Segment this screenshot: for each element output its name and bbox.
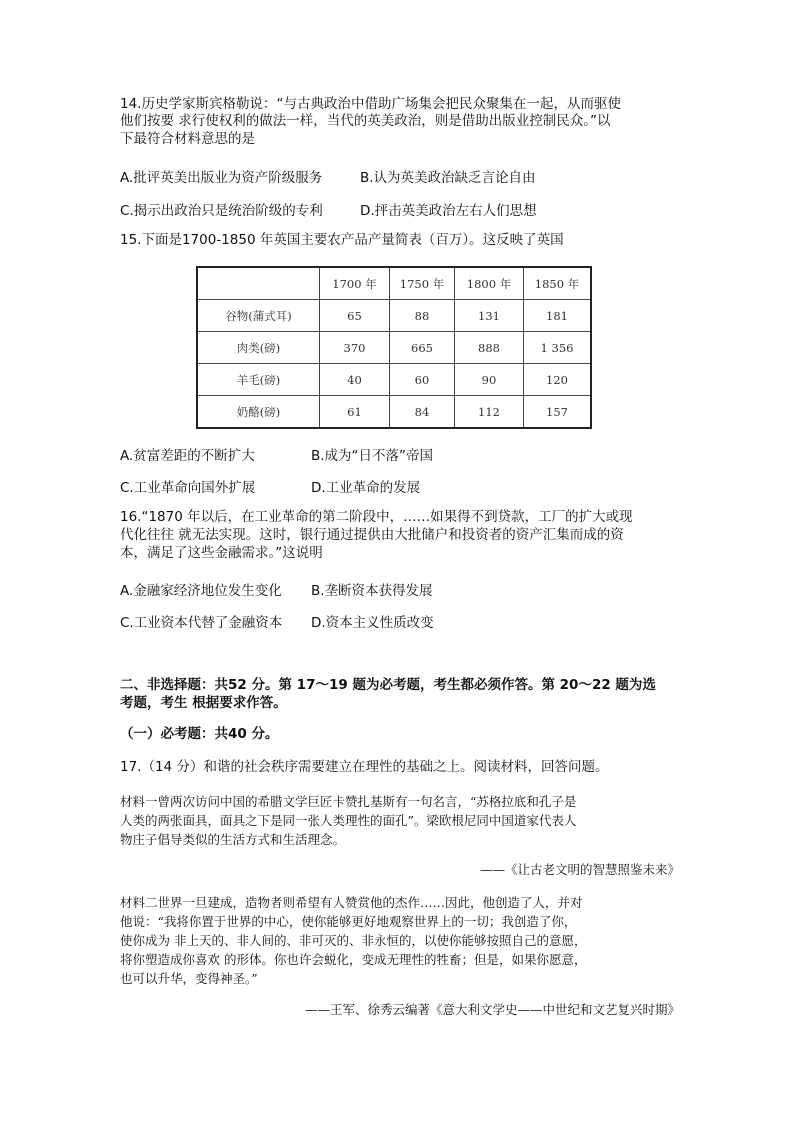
table-row: [197, 364, 591, 396]
q14-line-2: 他们按要 求行使权利的做法一样，当代的英美政治，则是借助出版业控制民众。”以: [120, 113, 611, 129]
table-cell: 1 356: [524, 332, 592, 364]
q14-option-c[interactable]: C.揭示出政治只是统治阶级的专利: [120, 203, 323, 219]
q14-option-b[interactable]: B.认为英美政治缺乏言论自由: [360, 170, 536, 186]
table-cell: 肉类(磅): [197, 332, 320, 364]
q15-stem: 15.下面是1700-1850 年英国主要农产品产量简表（百万）。这反映了英国: [120, 232, 564, 248]
table-header-row: [197, 267, 591, 300]
q17-material2-line-1: 材料二世界一旦建成，造物者则希望有人赞赏他的杰作……因此，他创造了人，并对: [120, 895, 583, 910]
q16-option-a[interactable]: A.金融家经济地位发生变化: [120, 583, 282, 599]
section2-subheading: （一）必考题：共40 分。: [120, 726, 279, 742]
table-header-cell: 1800 年: [455, 267, 524, 300]
q17-material2-line-3: 使你成为 非上天的、非人间的、非可灭的、非永恒的，以使你能够按照自己的意愿，: [120, 933, 587, 948]
q16-option-b[interactable]: B.垄断资本获得发展: [311, 583, 433, 599]
table-row: [197, 300, 591, 332]
section2-heading-line-1: 二、非选择题：共52 分。第 17～19 题为必考题，考生都必须作答。第 20～22 题为选: [120, 677, 656, 693]
q17-material2-line-4: 将你塑造成你喜欢 的形体。你也许会蜕化，变成无理性的牲畜；但是，如果你愿意，: [120, 952, 587, 967]
table-cell: 奶酪(磅): [197, 396, 320, 429]
q15-option-b[interactable]: B.成为“日不落”帝国: [311, 448, 434, 464]
table-cell: 888: [455, 332, 524, 364]
table-header-cell: 1850 年: [524, 267, 592, 300]
q15-option-d[interactable]: D.工业革命的发展: [311, 480, 421, 496]
q16-line-3: 本，满足了这些金融需求。”这说明: [120, 545, 323, 561]
table-cell: 181: [524, 300, 592, 332]
table-cell: 120: [524, 364, 592, 396]
q15-option-a[interactable]: A.贫富差距的不断扩大: [120, 448, 255, 464]
q17-material1-line-2: 人类的两张面具，面具之下是同一张人类理性的面孔”。梁欧根尼同中国道家代表人: [120, 813, 577, 828]
q16-option-d[interactable]: D.资本主义性质改变: [311, 615, 434, 631]
table-cell: 665: [390, 332, 455, 364]
q14-line-3: 下最符合材料意思的是: [120, 131, 255, 147]
q14-line-1: 14.历史学家斯宾格勒说：“与古典政治中借助广场集会把民众聚集在一起，从而驱使: [120, 96, 621, 112]
q17-material1-line-3: 物庄子倡导类似的生活方式和生活理念。: [120, 832, 346, 847]
table-cell: 88: [390, 300, 455, 332]
q17-material1-line-1: 材料一曾两次访问中国的希腊文学巨匠卡赞扎基斯有一句名言，“苏格拉底和孔子是: [120, 794, 577, 809]
table-cell: 84: [390, 396, 455, 429]
q15-option-c[interactable]: C.工业革命向国外扩展: [120, 480, 256, 496]
table-cell: 90: [455, 364, 524, 396]
table-cell: 谷物(蒲式耳): [197, 300, 320, 332]
table-cell: 羊毛(磅): [197, 364, 320, 396]
q17-material2-line-2: 他说：“我将你置于世界的中心，使你能够更好地观察世界上的一切；我创造了你，: [120, 914, 577, 929]
q17-material2-line-5: 也可以升华，变得神圣。”: [120, 971, 258, 986]
q17-source2: ——王军、徐秀云编著《意大利文学史——中世纪和文艺复兴时期》: [304, 1002, 680, 1017]
q16-line-2: 代化往往 就无法实现。这时，银行通过提供由大批储户和投资者的资产汇集而成的资: [120, 527, 624, 543]
table-row: [197, 332, 591, 364]
table-cell: 61: [320, 396, 390, 429]
q17-stem: 17.（14 分）和谐的社会秩序需要建立在理性的基础之上。阅读材料，回答问题。: [120, 759, 609, 775]
q16-line-1: 16.“1870 年以后，在工业革命的第二阶段中，……如果得不到贷款，工厂的扩大或现: [120, 509, 633, 525]
q17-source1: ——《让古老文明的智慧照鉴未来》: [479, 862, 680, 877]
table-cell: 131: [455, 300, 524, 332]
table-header-cell: 1750 年: [390, 267, 455, 300]
table-header-cell: [197, 267, 320, 300]
table-cell: 40: [320, 364, 390, 396]
q15-production-table: [196, 266, 592, 429]
q14-option-d[interactable]: D.抨击英美政治左右人们思想: [360, 203, 537, 219]
table-header-cell: 1700 年: [320, 267, 390, 300]
section2-heading-line-2: 考题，考生 根据要求作答。: [120, 695, 287, 711]
table-cell: 370: [320, 332, 390, 364]
q14-option-a[interactable]: A.批评英美出版业为资产阶级服务: [120, 170, 323, 186]
table-cell: 157: [524, 396, 592, 429]
table-cell: 65: [320, 300, 390, 332]
q16-option-c[interactable]: C.工业资本代替了金融资本: [120, 615, 283, 631]
table-cell: 60: [390, 364, 455, 396]
table-row: [197, 396, 591, 429]
table-cell: 112: [455, 396, 524, 429]
